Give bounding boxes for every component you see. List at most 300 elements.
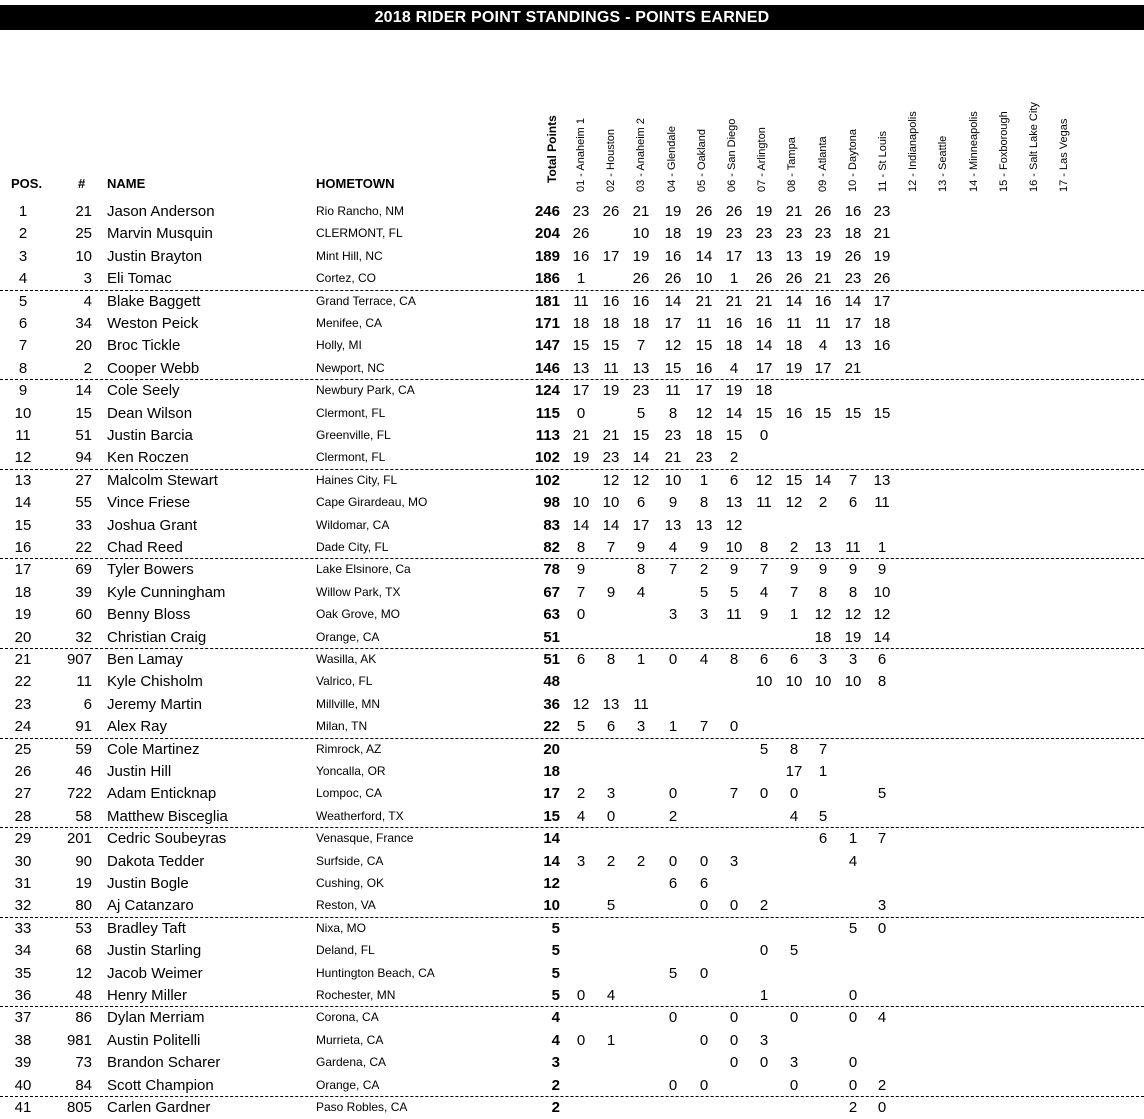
table-row	[0, 515, 1144, 537]
event-points-cell: 6	[759, 651, 769, 668]
event-points-cell: 7	[877, 830, 887, 848]
total-points-cell: 147	[534, 337, 560, 355]
rider-name-cell: Kyle Chisholm	[107, 673, 203, 691]
position-cell: 26	[14, 763, 32, 780]
event-points-cell: 4	[818, 337, 828, 355]
table-row	[0, 694, 1144, 716]
event-points-cell: 5	[759, 740, 769, 758]
event-header: 05 - Oakland	[695, 129, 708, 192]
position-cell: 29	[14, 830, 32, 848]
event-points-cell: 18	[814, 628, 832, 646]
event-points-cell: 0	[759, 427, 769, 444]
event-header: 08 - Tampa	[786, 137, 799, 192]
event-header: 14 - Minneapolis	[967, 111, 980, 192]
event-points-cell: 16	[664, 247, 682, 265]
event-points-cell: 0	[699, 897, 709, 915]
event-points-cell: 12	[695, 404, 713, 422]
rider-number-cell: 32	[75, 628, 92, 646]
rider-number-cell: 14	[75, 382, 92, 400]
event-points-cell: 12	[785, 494, 803, 512]
table-row	[0, 582, 1144, 604]
event-points-cell: 3	[606, 785, 616, 803]
event-points-cell: 1	[729, 270, 739, 288]
event-points-cell: 13	[725, 494, 743, 512]
rider-name-cell: Ken Roczen	[107, 449, 189, 467]
position-cell: 17	[14, 561, 32, 579]
rider-number-cell: 91	[75, 718, 92, 736]
hometown-cell: Clermont, FL	[316, 450, 386, 465]
event-points-cell: 23	[602, 449, 620, 467]
event-points-cell: 7	[729, 785, 739, 803]
hometown-cell: Lake Elsinore, Ca	[316, 562, 411, 577]
rider-name-cell: Aj Catanzaro	[107, 897, 194, 915]
event-header: 01 - Anaheim 1	[575, 118, 587, 192]
rider-number-cell: 69	[75, 561, 92, 579]
event-points-cell: 4	[877, 1009, 887, 1027]
event-points-cell: 11	[633, 695, 649, 713]
rider-number-cell: 3	[83, 270, 92, 288]
hometown-cell: Deland, FL	[316, 943, 375, 958]
event-points-cell: 7	[818, 740, 828, 758]
rider-number-cell: 51	[75, 427, 92, 444]
total-points-cell: 14	[543, 830, 560, 848]
table-row	[0, 1097, 1144, 1119]
event-points-cell: 21	[602, 427, 620, 444]
event-points-cell: 8	[636, 561, 646, 579]
event-points-cell: 23	[725, 225, 743, 243]
position-cell: 7	[18, 337, 28, 355]
hometown-cell: Wildomar, CA	[316, 517, 390, 532]
position-cell: 24	[14, 718, 32, 736]
event-points-cell: 2	[606, 852, 616, 870]
rider-number-cell: 94	[75, 449, 92, 467]
table-row	[0, 783, 1144, 805]
event-points-cell: 19	[814, 247, 832, 265]
hometown-cell: Orange, CA	[316, 629, 380, 644]
rider-name-cell: Malcolm Stewart	[107, 471, 218, 489]
event-points-cell: 11	[665, 382, 681, 400]
rider-number-cell: 805	[66, 1099, 92, 1116]
event-points-cell: 17	[632, 516, 650, 534]
event-points-cell: 7	[848, 471, 858, 489]
event-points-cell: 18	[572, 315, 590, 332]
title-bar	[0, 5, 1144, 30]
event-points-cell: 0	[699, 1031, 709, 1049]
hometown-cell: Orange, CA	[316, 1077, 380, 1092]
position-cell: 27	[14, 785, 32, 803]
event-points-cell: 4	[848, 852, 858, 870]
event-points-cell: 13	[602, 695, 620, 713]
event-points-cell: 21	[695, 292, 713, 310]
event-points-cell: 8	[699, 494, 709, 512]
event-points-cell: 0	[789, 1076, 799, 1094]
event-points-cell: 1	[818, 763, 828, 780]
hometown-cell: Nixa, MO	[316, 920, 367, 935]
rider-number-cell: 34	[75, 315, 92, 332]
position-cell: 31	[14, 875, 32, 892]
event-points-cell: 17	[602, 247, 620, 265]
event-points-cell: 5	[729, 583, 739, 601]
position-cell: 16	[14, 539, 32, 556]
event-points-cell: 5	[877, 785, 887, 803]
event-points-cell: 16	[785, 404, 803, 422]
event-points-cell: 1	[848, 830, 858, 848]
event-points-cell: 9	[877, 561, 887, 579]
event-points-cell: 13	[814, 539, 832, 556]
event-points-cell: 16	[873, 337, 891, 355]
table-row	[0, 918, 1144, 940]
event-points-cell: 9	[699, 539, 709, 556]
rider-number-cell: 15	[75, 404, 92, 422]
position-cell: 25	[14, 740, 32, 758]
event-points-cell: 0	[848, 1009, 858, 1027]
event-points-cell: 14	[664, 292, 682, 310]
position-cell: 37	[14, 1009, 32, 1027]
rider-number-cell: 12	[75, 964, 92, 982]
event-points-cell: 23	[572, 203, 590, 220]
event-header: 11 - St Louis	[877, 131, 889, 192]
event-points-cell: 8	[759, 539, 769, 556]
event-points-cell: 1	[576, 270, 586, 288]
event-header: 03 - Anaheim 2	[635, 118, 648, 192]
rider-number-cell: 58	[75, 807, 92, 825]
hometown-cell: Oak Grove, MO	[316, 607, 401, 622]
rider-number-cell: 73	[75, 1054, 92, 1072]
event-points-cell: 23	[755, 225, 773, 243]
event-points-cell: 12	[664, 337, 682, 355]
event-points-cell: 3	[789, 1054, 799, 1072]
table-row	[0, 1075, 1144, 1097]
event-points-cell: 0	[729, 718, 739, 736]
total-points-cell: 171	[534, 315, 560, 332]
rider-number-cell: 22	[75, 539, 92, 556]
total-points-cell: 124	[534, 382, 560, 400]
event-points-cell: 18	[725, 337, 743, 355]
event-points-cell: 5	[668, 964, 678, 982]
rider-name-cell: Blake Baggett	[107, 292, 201, 310]
event-points-cell: 11	[696, 315, 712, 332]
event-points-cell: 4	[576, 807, 586, 825]
event-points-cell: 7	[759, 561, 769, 579]
position-cell: 32	[14, 897, 32, 915]
event-points-cell: 18	[695, 427, 713, 444]
total-points-cell: 102	[534, 471, 560, 489]
position-cell: 4	[18, 270, 28, 288]
position-cell: 33	[14, 919, 32, 937]
event-points-cell: 26	[873, 270, 891, 288]
event-points-cell: 17	[572, 382, 590, 400]
total-points-cell: 5	[551, 964, 560, 982]
rider-name-cell: Brandon Scharer	[107, 1054, 221, 1072]
event-points-cell: 15	[755, 404, 773, 422]
rider-name-cell: Benny Bloss	[107, 606, 191, 624]
event-points-cell: 0	[729, 1009, 739, 1027]
rider-number-cell: 11	[76, 673, 92, 691]
event-points-cell: 17	[785, 763, 803, 780]
event-points-cell: 1	[789, 606, 799, 624]
position-cell: 11	[15, 427, 31, 444]
hometown-cell: Grand Terrace, CA	[316, 293, 416, 308]
event-points-cell: 2	[877, 1076, 887, 1094]
table-row	[0, 559, 1144, 581]
event-points-cell: 4	[606, 987, 616, 1004]
event-points-cell: 0	[668, 852, 678, 870]
event-points-cell: 11	[603, 359, 619, 377]
event-points-cell: 16	[572, 247, 590, 265]
rider-name-cell: Henry Miller	[107, 987, 188, 1004]
event-points-cell: 9	[789, 561, 799, 579]
event-points-cell: 0	[877, 919, 887, 937]
event-points-cell: 17	[725, 247, 743, 265]
event-points-cell: 8	[576, 539, 586, 556]
position-cell: 15	[14, 516, 32, 534]
event-points-cell: 6	[789, 651, 799, 668]
pos-header: POS.	[11, 176, 43, 191]
total-points-cell: 189	[534, 247, 560, 265]
rider-number-cell: 2	[83, 359, 92, 377]
event-points-cell: 3	[848, 651, 858, 668]
event-points-cell: 0	[848, 1076, 858, 1094]
hometown-cell: Millville, MN	[316, 696, 380, 711]
position-cell: 34	[14, 942, 32, 960]
rider-name-cell: Dakota Tedder	[107, 852, 205, 870]
event-points-cell: 0	[789, 785, 799, 803]
hometown-cell: Milan, TN	[316, 719, 368, 734]
event-points-cell: 15	[632, 427, 650, 444]
hometown-cell: Valrico, FL	[316, 674, 373, 689]
total-points-cell: 78	[543, 561, 560, 579]
rider-number-cell: 46	[75, 763, 92, 780]
hometown-cell: Paso Robles, CA	[316, 1100, 408, 1114]
position-cell: 35	[14, 964, 32, 982]
event-points-cell: 10	[725, 539, 743, 556]
event-points-cell: 14	[695, 247, 713, 265]
event-points-cell: 1	[877, 539, 887, 556]
table-row	[0, 627, 1144, 649]
hometown-cell: Willow Park, TX	[316, 584, 401, 599]
hometown-cell: Corona, CA	[316, 1010, 379, 1025]
hometown-cell: Huntington Beach, CA	[316, 965, 435, 980]
event-points-cell: 26	[572, 225, 590, 243]
event-points-cell: 21	[814, 270, 832, 288]
hometown-cell: Reston, VA	[316, 898, 376, 913]
event-points-cell: 0	[668, 785, 678, 803]
hometown-cell: Mint Hill, NC	[316, 248, 383, 263]
hometown-cell: Cushing, OK	[316, 876, 385, 890]
hometown-cell: Gardena, CA	[316, 1055, 387, 1070]
rider-number-cell: 19	[75, 875, 92, 892]
event-header: 12 - Indianapolis	[907, 111, 920, 192]
event-points-cell: 14	[785, 292, 803, 310]
total-points-cell: 63	[543, 606, 560, 624]
table-row	[0, 649, 1144, 671]
event-points-cell: 3	[818, 651, 828, 668]
event-points-cell: 0	[699, 852, 709, 870]
rider-name-cell: Weston Peick	[107, 315, 199, 332]
rider-name-cell: Alex Ray	[107, 718, 168, 736]
event-points-cell: 3	[636, 718, 646, 736]
event-points-cell: 13	[695, 516, 713, 534]
position-cell: 3	[18, 247, 28, 265]
event-points-cell: 19	[755, 203, 773, 220]
total-points-cell: 18	[543, 763, 560, 780]
event-points-cell: 6	[818, 830, 828, 848]
rider-number-cell: 53	[75, 919, 92, 937]
position-cell: 14	[14, 494, 32, 512]
hometown-cell: Clermont, FL	[316, 405, 386, 420]
event-points-cell: 12	[844, 606, 862, 624]
hometown-cell: Murrieta, CA	[316, 1032, 384, 1047]
event-points-cell: 1	[699, 471, 709, 489]
position-cell: 1	[18, 203, 28, 220]
event-points-cell: 0	[729, 897, 739, 915]
position-cell: 13	[14, 471, 32, 489]
event-points-cell: 4	[789, 807, 799, 825]
event-points-cell: 1	[668, 718, 678, 736]
event-points-cell: 18	[632, 315, 650, 332]
event-points-cell: 2	[636, 852, 646, 870]
total-points-cell: 246	[534, 203, 560, 220]
event-points-cell: 13	[632, 359, 650, 377]
event-points-cell: 4	[759, 583, 769, 601]
position-cell: 21	[14, 651, 32, 668]
table-row	[0, 1052, 1144, 1074]
event-points-cell: 19	[632, 247, 650, 265]
event-points-cell: 23	[873, 203, 891, 220]
event-points-cell: 0	[576, 1031, 586, 1049]
event-points-cell: 10	[814, 673, 832, 691]
table-row	[0, 940, 1144, 962]
rider-number-cell: 6	[83, 695, 92, 713]
event-points-cell: 5	[848, 919, 858, 937]
hometown-cell: Newport, NC	[316, 360, 385, 375]
event-points-cell: 16	[844, 203, 862, 220]
position-cell: 38	[14, 1031, 32, 1049]
rider-number-cell: 68	[75, 942, 92, 960]
rider-name-cell: Justin Bogle	[107, 875, 189, 892]
rider-number-cell: 201	[66, 830, 92, 848]
table-row	[0, 806, 1144, 828]
event-points-cell: 9	[606, 583, 616, 601]
total-points-cell: 181	[534, 292, 560, 310]
table-row	[0, 537, 1144, 559]
event-points-cell: 0	[606, 807, 616, 825]
rider-name-cell: Cooper Webb	[107, 359, 200, 377]
rider-number-cell: 981	[66, 1031, 92, 1049]
event-points-cell: 15	[844, 404, 862, 422]
event-points-cell: 13	[785, 247, 803, 265]
table-row	[0, 761, 1144, 783]
event-points-cell: 21	[632, 203, 650, 220]
hometown-cell: Dade City, FL	[316, 540, 389, 554]
event-points-cell: 0	[789, 1009, 799, 1027]
rider-name-cell: Bradley Taft	[107, 919, 186, 937]
rider-name-cell: Cole Seely	[107, 382, 180, 400]
rider-name-cell: Carlen Gardner	[107, 1099, 211, 1116]
position-cell: 36	[14, 987, 32, 1004]
event-points-cell: 23	[695, 449, 713, 467]
rider-name-cell: Justin Starling	[107, 942, 202, 960]
event-points-cell: 12	[632, 471, 650, 489]
event-points-cell: 10	[873, 583, 891, 601]
event-points-cell: 14	[873, 628, 891, 646]
total-points-cell: 82	[543, 539, 560, 556]
event-points-cell: 10	[844, 673, 862, 691]
event-points-cell: 1	[759, 987, 769, 1004]
total-points-cell: 2	[551, 1099, 560, 1116]
rider-name-cell: Vince Friese	[107, 494, 191, 512]
event-points-cell: 9	[848, 561, 858, 579]
total-points-cell: 83	[543, 516, 560, 534]
event-points-cell: 6	[636, 494, 646, 512]
table-row	[0, 268, 1144, 290]
event-points-cell: 0	[729, 1031, 739, 1049]
event-points-cell: 19	[785, 359, 803, 377]
table-row	[0, 470, 1144, 492]
event-points-cell: 1	[636, 651, 646, 668]
event-points-cell: 0	[668, 651, 678, 668]
event-points-cell: 15	[873, 404, 891, 422]
rider-name-cell: Jacob Weimer	[107, 964, 203, 982]
rider-name-cell: Joshua Grant	[107, 516, 198, 534]
event-points-cell: 2	[668, 807, 678, 825]
rider-number-cell: 907	[66, 651, 92, 668]
event-points-cell: 4	[729, 359, 739, 377]
event-points-cell: 15	[572, 337, 590, 355]
hometown-cell: Rochester, MN	[316, 988, 396, 1002]
page-title: 2018 RIDER POINT STANDINGS - POINTS EARNED	[374, 9, 770, 26]
event-points-cell: 11	[726, 606, 742, 624]
total-points-cell: 36	[543, 695, 560, 713]
event-points-cell: 8	[789, 740, 799, 758]
event-points-cell: 23	[664, 427, 682, 444]
table-row	[0, 492, 1144, 514]
rider-number-cell: 20	[75, 337, 92, 355]
table-row	[0, 335, 1144, 357]
event-points-cell: 0	[699, 1076, 709, 1094]
event-points-cell: 23	[632, 382, 650, 400]
event-points-cell: 0	[576, 987, 586, 1004]
hometown-cell: Menifee, CA	[316, 316, 383, 330]
event-points-cell: 19	[602, 382, 620, 400]
rider-name-cell: Justin Hill	[107, 763, 172, 780]
event-points-cell: 0	[877, 1099, 887, 1116]
total-points-cell: 5	[551, 919, 560, 937]
event-points-cell: 14	[814, 471, 832, 489]
event-points-cell: 3	[668, 606, 678, 624]
event-points-cell: 14	[725, 404, 743, 422]
rider-number-cell: 4	[83, 292, 92, 310]
hometown-cell: Cortez, CO	[316, 271, 377, 286]
event-points-cell: 14	[572, 516, 590, 534]
total-points-cell: 5	[551, 942, 560, 960]
table-row	[0, 985, 1144, 1007]
event-points-cell: 12	[873, 606, 891, 624]
position-cell: 23	[14, 695, 32, 713]
rider-name-cell: Jeremy Martin	[107, 695, 203, 713]
event-points-cell: 19	[664, 203, 682, 220]
event-points-cell: 21	[725, 292, 743, 310]
event-points-cell: 6	[668, 875, 678, 892]
event-points-cell: 12	[602, 471, 620, 489]
table-row	[0, 604, 1144, 626]
event-points-cell: 9	[636, 539, 646, 556]
total-points-cell: 98	[543, 494, 560, 512]
event-points-cell: 12	[725, 516, 743, 534]
table-row	[0, 895, 1144, 917]
event-points-cell: 4	[636, 583, 646, 601]
event-points-cell: 6	[576, 651, 586, 668]
